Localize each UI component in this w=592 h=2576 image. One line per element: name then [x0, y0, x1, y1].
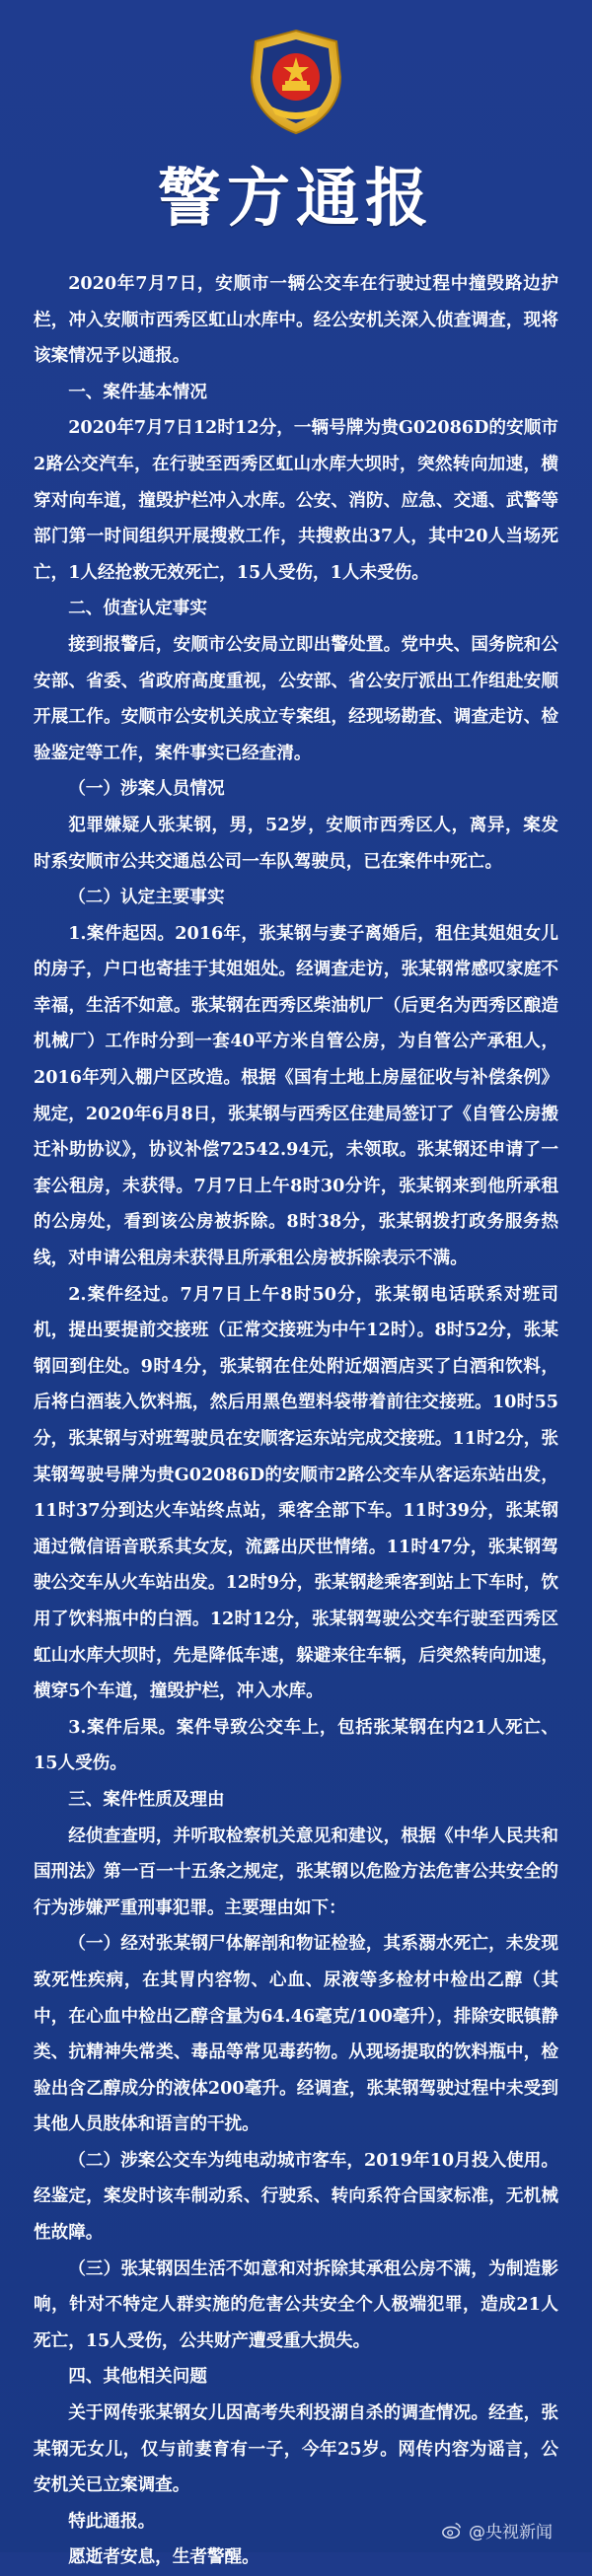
body-paragraph: 1.案件起因。2016年，张某钢与妻子离婚后，租住其姐姐女儿的房子，户口也寄挂于其姐姐处。经调查走访，张某钢常感叹家庭不幸福，生活不如意。张某钢在西秀区柴油机厂（后更名为西秀区酿造机械厂）工作时分到一套40平方米自管公房，为自管公产承租人，2016年列入棚户区改造。根据《国有土地上房屋征收与补偿条例》规定，2020年6月8日，张某钢与西秀区住建局签订了《自管公房搬迁补助协议》，协议补偿72542.94元，未领取。张某钢还申请了一套公租房，未获得。7月7日上午8时30分许，张某钢来到他所承租的公房处，看到该公房被拆除。8时38分，张某钢拨打政务服务热线，对申请公租房未获得且所承租公房被拆除表示不满。	[34, 922, 558, 1269]
body-paragraph: 犯罪嫌疑人张某钢，男，52岁，安顺市西秀区人，离异，案发时系安顺市公共交通总公司一车队驾驶员，已在案件中死亡。	[34, 814, 558, 872]
subsection-heading: （一）涉案人员情况	[68, 778, 225, 800]
section-heading: 三、案件性质及理由	[68, 1788, 225, 1810]
body-paragraph: 接到报警后，安顺市公安局立即出警处置。党中央、国务院和公安部、省委、省政府高度重视，公安部、省公安厅派出工作组赴安顺开展工作。安顺市公安机关成立专案组，经现场勘查、调查走访、检验鉴定等工作，案件事实已经查清。	[34, 633, 558, 763]
body-paragraph: （一）经对张某钢尸体解剖和物证检验，其系溺水死亡，未发现致死性疾病，在其胃内容物、心血、尿液等多检材中检出乙醇（其中，在心血中检出乙醇含量为64.46毫克/100毫升），排除安眠镇静类、抗精神失常类、毒品等常见毒药物。从现场提取的饮料瓶中，检验出含乙醇成分的液体200毫升。经调查，张某钢驾驶过程中未受到其他人员肢体和语言的干扰。	[34, 1933, 558, 2135]
body-paragraph: （三）张某钢因生活不如意和对拆除其承租公房不满，为制造影响，针对不特定人群实施的危害公共安全个人极端犯罪，造成21人死亡，15人受伤，公共财产遭受重大损失。	[34, 2257, 558, 2351]
body-paragraph: 2.案件经过。7月7日上午8时50分，张某钢电话联系对班司机，提出要提前交接班（正常交接班为中午12时）。8时52分，张某钢回到住处。9时4分，张某钢在住处附近烟酒店买了白酒和饮料，后将白酒装入饮料瓶，然后用黑色塑料袋带着前往交接班。10时55分，张某钢与对班驾驶员在安顺客运东站完成交接班。11时2分，张某钢驾驶号牌为贵G02086D的安顺市2路公交车从客运东站出发，11时37分到达火车站终点站，乘客全部下车。11时39分，张某钢通过微信语音联系其女友，流露出厌世情绪。11时47分，张某钢驾驶公交车从火车站出发。12时9分，张某钢趁乘客到站上下车时，饮用了饮料瓶中的白酒。12时12分，张某钢驾驶公交车行驶至西秀区虹山水库大坝时，先是降低车速，躲避来往车辆，后突然转向加速，横穿5个车道，撞毁护栏，冲入水库。	[34, 1283, 558, 1702]
body-paragraph: 经侦查查明，并听取检察机关意见和建议，根据《中华人民共和国刑法》第一百一十五条之规定，张某钢以危险方法危害公共安全的行为涉嫌严重刑事犯罪。主要理由如下：	[34, 1825, 558, 1918]
watermark-text: @央视新闻	[469, 2523, 553, 2542]
notice-body	[34, 266, 558, 2576]
section-heading: 一、案件基本情况	[68, 381, 207, 402]
weibo-icon	[441, 2520, 463, 2541]
closing-paragraph: 特此通报。	[68, 2510, 156, 2532]
source-watermark	[441, 2518, 553, 2542]
subsection-heading: （二）认定主要事实	[68, 887, 225, 908]
body-paragraph: 关于网传张某钢女儿因高考失利投湖自杀的调查情况。经查，张某钢无女儿，仅与前妻育有一子，今年25岁。网传内容为谣言，公安机关已立案调查。	[34, 2402, 558, 2496]
body-paragraph: 3.案件后果。案件导致公交车上，包括张某钢在内21人死亡、15人受伤。	[34, 1716, 558, 1774]
page-title: 警方通报	[158, 162, 434, 236]
police-emblem-icon	[242, 28, 350, 136]
section-heading: 二、侦查认定事实	[68, 598, 207, 619]
section-heading: 四、其他相关问题	[68, 2366, 207, 2388]
body-paragraph: （二）涉案公交车为纯电动城市客车，2019年10月投入使用。经鉴定，案发时该车制动系、行驶系、转向系符合国家标准，无机械性故障。	[34, 2149, 558, 2244]
body-paragraph: 2020年7月7日12时12分，一辆号牌为贵G02086D的安顺市2路公交汽车，在行驶至西秀区虹山水库大坝时，突然转向加速，横穿对向车道，撞毁护栏冲入水库。公安、消防、应急、交通、武警等部门第一时间组织开展搜救工作，共搜救出37人，其中20人当场死亡，1人经抢救无效死亡，15人受伤，1人未受伤。	[34, 417, 558, 583]
closing-paragraph: 愿逝者安息，生者警醒。	[68, 2546, 259, 2568]
intro-paragraph: 2020年7月7日，安顺市一辆公交车在行驶过程中撞毁路边护栏，冲入安顺市西秀区虹山水库中。经公安机关深入侦查调查，现将该案情况予以通报。	[34, 273, 558, 367]
